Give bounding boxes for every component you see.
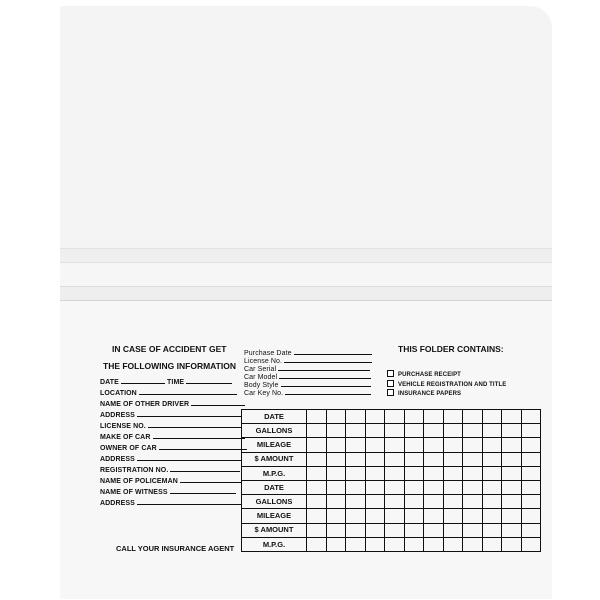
fuel-log-row-label: MILEAGE [242, 509, 307, 523]
fuel-log-cell[interactable] [443, 424, 463, 438]
fuel-log-cell[interactable] [424, 509, 444, 523]
checkbox-icon[interactable] [387, 380, 394, 387]
fuel-log-cell[interactable] [346, 480, 366, 494]
fuel-log-cell[interactable] [463, 466, 483, 480]
contents-item-label: VEHICLE REGISTRATION AND TITLE [398, 382, 507, 388]
fuel-log-cell[interactable] [502, 466, 522, 480]
policeman-field [100, 476, 242, 485]
license-no-label: License No. [244, 358, 283, 365]
fuel-log-cell[interactable] [482, 466, 502, 480]
fuel-log-cell[interactable] [443, 452, 463, 466]
fuel-log-cell[interactable] [307, 410, 327, 424]
fuel-log-row [242, 424, 541, 438]
body-style-label: Body Style [244, 382, 279, 389]
fuel-log-row-label: MILEAGE [242, 438, 307, 452]
fuel-log-cell[interactable] [404, 523, 424, 537]
fuel-log-cell[interactable] [385, 438, 405, 452]
contents-item-label: INSURANCE PAPERS [398, 391, 462, 397]
contents-item-vehicle-registration [387, 380, 506, 388]
fold-line [60, 248, 552, 263]
checkbox-icon[interactable] [387, 389, 394, 396]
fuel-log-cell[interactable] [326, 537, 346, 551]
contents-title: THIS FOLDER CONTAINS: [398, 344, 504, 354]
fuel-log-cell[interactable] [307, 452, 327, 466]
fuel-log-cell[interactable] [365, 537, 385, 551]
fuel-log-cell[interactable] [326, 466, 346, 480]
fuel-log-cell[interactable] [424, 410, 444, 424]
fuel-log-cell[interactable] [521, 466, 541, 480]
fuel-log-cell[interactable] [443, 410, 463, 424]
license-label: LICENSE NO. [100, 423, 146, 430]
fuel-log-cell[interactable] [463, 509, 483, 523]
fuel-log-cell[interactable] [385, 480, 405, 494]
fuel-log-cell[interactable] [502, 452, 522, 466]
fuel-log-row [242, 523, 541, 537]
fuel-log-cell[interactable] [346, 410, 366, 424]
fuel-log-cell[interactable] [482, 452, 502, 466]
fuel-log-cell[interactable] [463, 537, 483, 551]
fuel-log-row [242, 537, 541, 551]
fuel-log-row-label: DATE [242, 480, 307, 494]
fuel-log-cell[interactable] [482, 410, 502, 424]
contents-item-insurance-papers [387, 389, 461, 397]
fuel-log-cell[interactable] [502, 523, 522, 537]
fuel-log-row-label: GALLONS [242, 495, 307, 509]
fuel-log-cell[interactable] [326, 452, 346, 466]
fuel-log-cell[interactable] [307, 480, 327, 494]
fuel-log-cell[interactable] [326, 480, 346, 494]
fuel-log-cell[interactable] [326, 438, 346, 452]
fuel-log-grid [241, 409, 541, 552]
fuel-log-cell[interactable] [307, 466, 327, 480]
fuel-log-cell[interactable] [521, 438, 541, 452]
fuel-log-cell[interactable] [502, 410, 522, 424]
contents-item-label: PURCHASE RECEIPT [398, 372, 461, 378]
fuel-log-cell[interactable] [307, 495, 327, 509]
fuel-log-cell[interactable] [326, 424, 346, 438]
car-key-field [244, 388, 371, 397]
other-driver-field [100, 399, 245, 408]
folder-flap [60, 6, 552, 248]
fuel-log-cell[interactable] [346, 523, 366, 537]
fuel-log-cell[interactable] [463, 452, 483, 466]
registration-label: REGISTRATION NO. [100, 467, 169, 474]
fuel-log-cell[interactable] [346, 452, 366, 466]
accident-title-2: THE FOLLOWING INFORMATION [103, 361, 236, 371]
car-key-label: Car Key No. [244, 390, 284, 397]
fuel-log-cell[interactable] [463, 495, 483, 509]
fuel-log-cell[interactable] [385, 410, 405, 424]
witness-field [100, 487, 236, 496]
fuel-log-row [242, 480, 541, 494]
fuel-log-row [242, 495, 541, 509]
fuel-log-cell[interactable] [443, 495, 463, 509]
fuel-log-row-label: $ AMOUNT [242, 452, 307, 466]
fuel-log-cell[interactable] [502, 438, 522, 452]
fuel-log-cell[interactable] [502, 537, 522, 551]
fuel-log-cell[interactable] [385, 452, 405, 466]
make-label: MAKE OF CAR [100, 434, 151, 441]
fuel-log-cell[interactable] [443, 509, 463, 523]
car-model-label: Car Model [244, 374, 278, 381]
fuel-log-row [242, 452, 541, 466]
fuel-log-cell[interactable] [365, 466, 385, 480]
fuel-log-cell[interactable] [463, 480, 483, 494]
fuel-log-cell[interactable] [424, 466, 444, 480]
fuel-log-cell[interactable] [365, 509, 385, 523]
fuel-log-cell[interactable] [365, 424, 385, 438]
fuel-log-cell[interactable] [502, 480, 522, 494]
fuel-log-cell[interactable] [346, 438, 366, 452]
address-field-2 [100, 454, 241, 463]
fuel-log-cell[interactable] [482, 523, 502, 537]
owner-label: OWNER OF CAR [100, 445, 157, 452]
fuel-log-cell[interactable] [365, 495, 385, 509]
fuel-log-cell[interactable] [365, 438, 385, 452]
fuel-log-cell[interactable] [404, 424, 424, 438]
fuel-log-row-label: M.P.G. [242, 466, 307, 480]
address-field-3 [100, 498, 241, 507]
fuel-log-cell[interactable] [365, 480, 385, 494]
fuel-log-cell[interactable] [404, 495, 424, 509]
fuel-log-cell[interactable] [463, 438, 483, 452]
fuel-log-cell[interactable] [385, 466, 405, 480]
address-label: ADDRESS [100, 500, 135, 507]
accident-date-field [100, 377, 232, 386]
registration-field [100, 465, 240, 474]
fuel-log-cell[interactable] [482, 480, 502, 494]
fuel-log-cell[interactable] [424, 424, 444, 438]
fuel-log-cell[interactable] [424, 438, 444, 452]
fuel-log-cell[interactable] [404, 509, 424, 523]
fuel-log-cell[interactable] [502, 509, 522, 523]
address-label: ADDRESS [100, 456, 135, 463]
fuel-log-cell[interactable] [404, 452, 424, 466]
other-driver-label: NAME OF OTHER DRIVER [100, 401, 190, 408]
fuel-log-cell[interactable] [385, 495, 405, 509]
fuel-log-cell[interactable] [424, 523, 444, 537]
time-label: TIME [167, 379, 185, 386]
license-field [100, 421, 242, 430]
fuel-log-cell[interactable] [307, 424, 327, 438]
fuel-log-cell[interactable] [443, 480, 463, 494]
fuel-log-cell[interactable] [443, 537, 463, 551]
fuel-log-row [242, 438, 541, 452]
fuel-log-cell[interactable] [346, 466, 366, 480]
fuel-log-cell[interactable] [521, 424, 541, 438]
witness-label: NAME OF WITNESS [100, 489, 168, 496]
fuel-log-cell[interactable] [307, 438, 327, 452]
fuel-log-cell[interactable] [482, 537, 502, 551]
fuel-log-cell[interactable] [365, 523, 385, 537]
fuel-log-cell[interactable] [521, 495, 541, 509]
fuel-log-cell[interactable] [424, 452, 444, 466]
fuel-log-cell[interactable] [385, 523, 405, 537]
fuel-log-cell[interactable] [307, 537, 327, 551]
fuel-log-cell[interactable] [326, 495, 346, 509]
fuel-log-row-label: GALLONS [242, 424, 307, 438]
fuel-log-cell[interactable] [521, 480, 541, 494]
fuel-log-cell[interactable] [482, 438, 502, 452]
fuel-log-cell[interactable] [424, 480, 444, 494]
fuel-log-cell[interactable] [385, 424, 405, 438]
policeman-label: NAME OF POLICEMAN [100, 478, 178, 485]
address-field-1 [100, 410, 241, 419]
fuel-log-row-label: DATE [242, 410, 307, 424]
fuel-log-cell[interactable] [521, 452, 541, 466]
fuel-log-cell[interactable] [424, 537, 444, 551]
fuel-log-row-label: M.P.G. [242, 537, 307, 551]
fuel-log-cell[interactable] [326, 410, 346, 424]
fuel-log-row-label: $ AMOUNT [242, 523, 307, 537]
fuel-log-cell[interactable] [521, 537, 541, 551]
fuel-log-cell[interactable] [521, 523, 541, 537]
fuel-log-cell[interactable] [443, 466, 463, 480]
fuel-log-cell[interactable] [482, 424, 502, 438]
fuel-log-cell[interactable] [424, 495, 444, 509]
fuel-log-cell[interactable] [365, 452, 385, 466]
make-field [100, 432, 245, 441]
fuel-log-cell[interactable] [346, 537, 366, 551]
fuel-log-cell[interactable] [326, 523, 346, 537]
fuel-log-cell[interactable] [463, 523, 483, 537]
fuel-log-cell[interactable] [404, 480, 424, 494]
location-label: LOCATION [100, 390, 137, 397]
fold-line [60, 286, 552, 301]
fuel-log-cell[interactable] [346, 495, 366, 509]
fuel-log-cell[interactable] [404, 466, 424, 480]
fuel-log-cell[interactable] [443, 438, 463, 452]
date-label: DATE [100, 379, 119, 386]
fuel-log-cell[interactable] [502, 424, 522, 438]
accident-title-1: IN CASE OF ACCIDENT GET [112, 344, 227, 354]
fuel-log-cell[interactable] [502, 495, 522, 509]
fuel-log-cell[interactable] [365, 410, 385, 424]
fuel-log-row [242, 509, 541, 523]
fuel-log-cell[interactable] [463, 424, 483, 438]
address-label: ADDRESS [100, 412, 135, 419]
fuel-log-cell[interactable] [326, 509, 346, 523]
fuel-log-row [242, 466, 541, 480]
checkbox-icon[interactable] [387, 370, 394, 377]
fold-line [60, 262, 552, 287]
accident-location-field [100, 388, 237, 397]
fuel-log-cell[interactable] [385, 509, 405, 523]
call-agent-text: CALL YOUR INSURANCE AGENT [116, 544, 235, 553]
fuel-log-cell[interactable] [404, 438, 424, 452]
fuel-log-cell[interactable] [443, 523, 463, 537]
fuel-log-cell[interactable] [385, 537, 405, 551]
car-serial-label: Car Serial [244, 366, 277, 373]
fuel-log-cell[interactable] [482, 495, 502, 509]
owner-field [100, 443, 247, 452]
fuel-log-cell[interactable] [307, 523, 327, 537]
fuel-log-cell[interactable] [346, 424, 366, 438]
fuel-log-row [242, 410, 541, 424]
fuel-log-cell[interactable] [482, 509, 502, 523]
fuel-log-cell[interactable] [404, 537, 424, 551]
fuel-log-cell[interactable] [346, 509, 366, 523]
fuel-log-cell[interactable] [521, 410, 541, 424]
fuel-log-cell[interactable] [521, 509, 541, 523]
fuel-log-cell[interactable] [404, 410, 424, 424]
fuel-log-cell[interactable] [307, 509, 327, 523]
contents-item-purchase-receipt [387, 370, 461, 378]
fuel-log-cell[interactable] [463, 410, 483, 424]
purchase-date-label: Purchase Date [244, 350, 292, 357]
